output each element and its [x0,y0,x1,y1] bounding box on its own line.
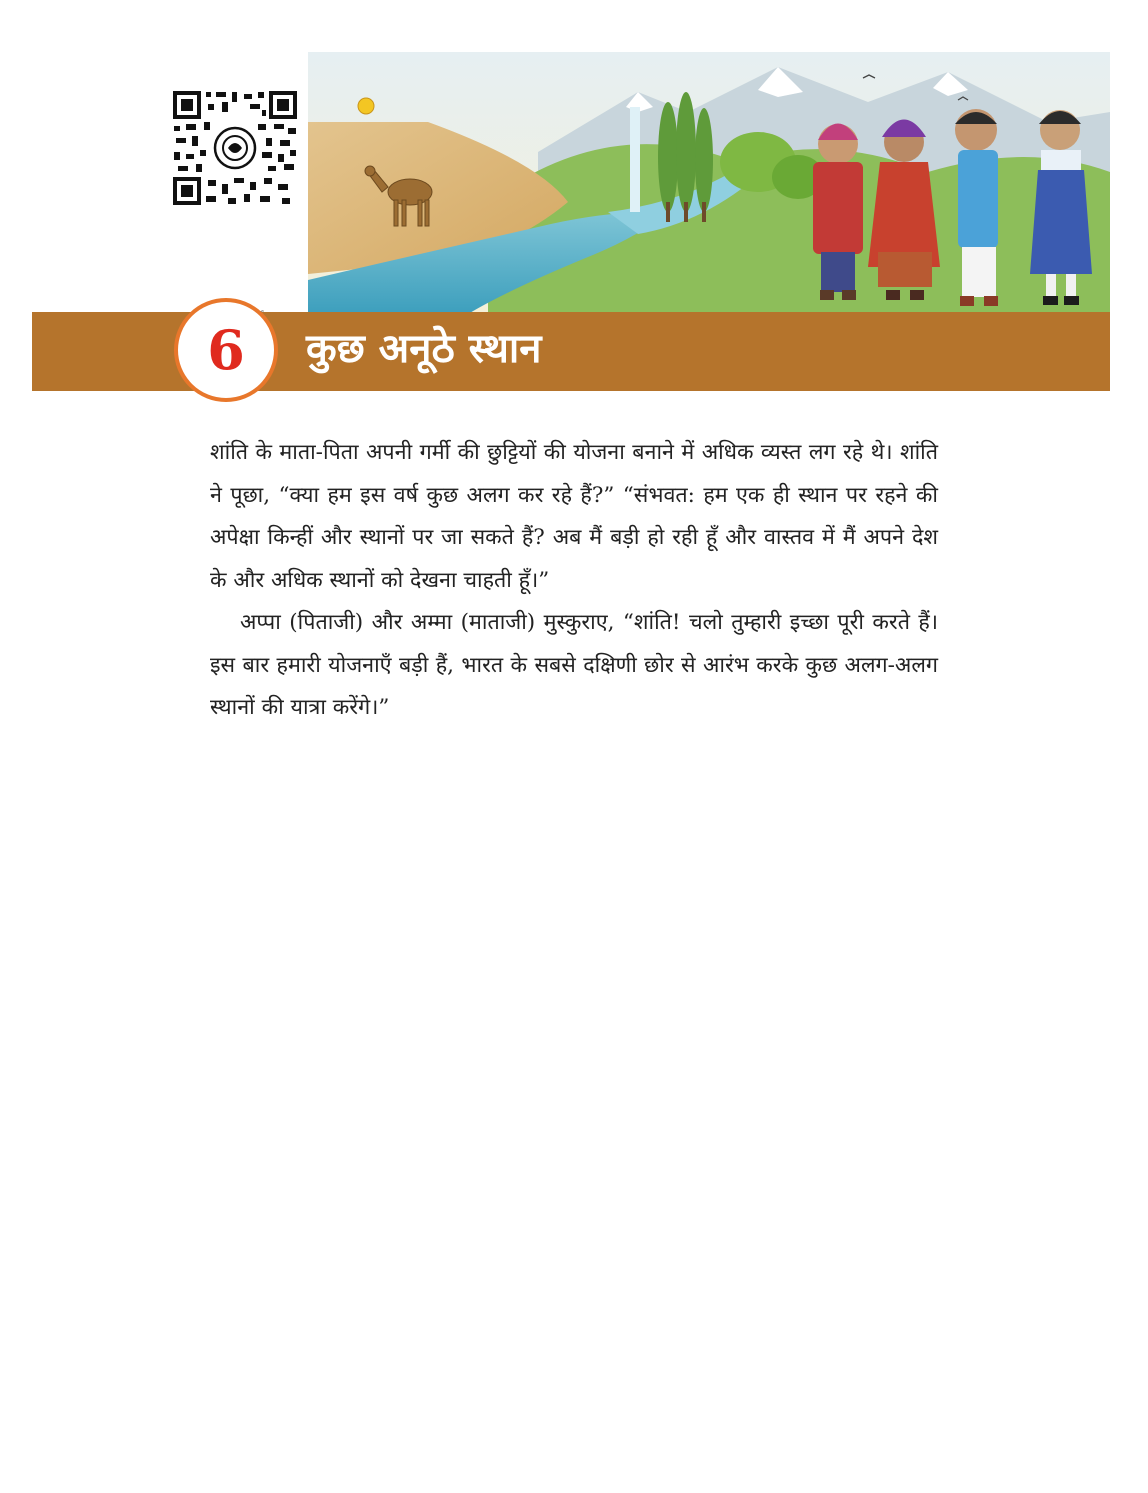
paragraph-1: शांति के माता-पिता अपनी गर्मी की छुट्टियों की योजना बनाने में अधिक व्यस्त लग रहे थे। शांति ने पूछा, “क्या हम इस वर्ष कुछ अलग कर रहे हैं?” “संभवत: हम एक ही स्थान पर रहने की अपेक्षा किन्हीं और स्थानों पर जा सकते हैं? अब मैं बड़ी हो रही हूँ और वास्तव में मैं अपने देश के और अधिक स्थानों को देखना चाहती हूँ।” [210,440,938,593]
chapter-number: 6 [207,318,245,382]
qr-code-icon[interactable] [170,88,300,208]
qr-code-block [170,88,305,238]
banner-illustration [308,52,1110,314]
chapter-number-badge [174,298,278,402]
chapter-body [210,432,938,730]
chapter-title: कुछ अनूठे स्थान [306,326,542,372]
paragraph-2: अप्पा (पिताजी) और अम्मा (माताजी) मुस्कुराए, “शांति! चलो तुम्हारी इच्छा पूरी करते हैं। इस बार हमारी योजनाएँ बड़ी हैं, भारत के सबसे दक्षिणी छोर से आरंभ करके कुछ अलग-अलग स्थानों की यात्रा करेंगे।” [210,610,938,720]
